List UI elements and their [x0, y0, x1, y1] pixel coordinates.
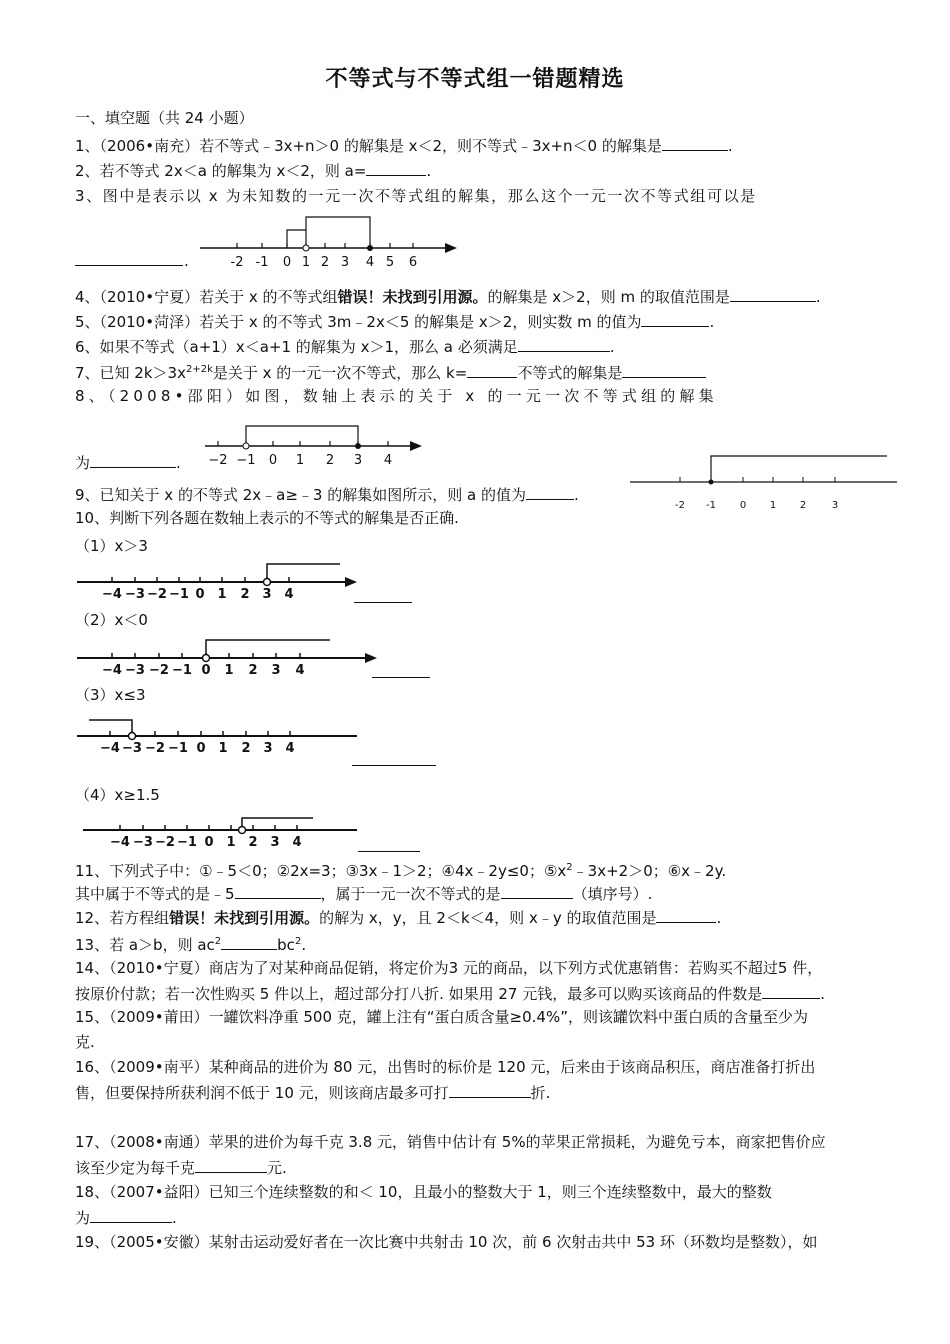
answer-blank-q10-2[interactable] — [372, 675, 430, 678]
answer-blank[interactable] — [366, 160, 426, 176]
svg-text:−2: −2 — [147, 587, 167, 602]
svg-text:-2: -2 — [675, 500, 685, 511]
question-15: 15、（2009•莆田）一罐饮料净重 500 克，罐上注有“蛋白质含量≥0.4%”，则该罐饮料中蛋白质的含量至少为 — [75, 1008, 808, 1026]
question-13: 13、若 a＞b，则 $ac^2$ $bc^2$. — [75, 936, 307, 954]
svg-text:2: 2 — [799, 500, 807, 511]
question-14: 14、（2010•宁夏）商店为了对某种商品促销，将定价为3 元的商品，以下列方式优惠销售：若购买不超过5 件， — [75, 959, 823, 977]
question-7: 7、已知 $2k>3x^{2+2k}$是关于 x 的一元一次不等式，那么 k= 不等式的解集是 — [75, 360, 706, 383]
svg-text:1: 1 — [226, 835, 236, 850]
svg-text:3: 3 — [263, 741, 273, 756]
svg-text:−1: −1 — [169, 587, 189, 602]
svg-text:−2: −2 — [145, 741, 165, 756]
number-line-q9 — [625, 448, 905, 516]
svg-text:0: 0 — [268, 453, 278, 468]
page-title: 不等式与不等式组一错题精选 — [325, 67, 625, 92]
question-2: 2、若不等式 2x＜a 的解集为 x＜2，则 a= . — [75, 162, 432, 180]
svg-text:2: 2 — [248, 663, 258, 678]
svg-text:0: 0 — [195, 587, 205, 602]
answer-blank[interactable] — [90, 1207, 172, 1223]
svg-text:−2: −2 — [208, 453, 228, 468]
answer-blank[interactable] — [501, 883, 573, 899]
question-14-cont: 按原价付款；若一次性购买 5 件以上，超过部分打八折. 如果用 27 元钱，最多可以购买该商品的件数是 . — [75, 985, 826, 1003]
section-heading: 一、填空题（共 24 小题） — [75, 109, 254, 127]
number-line-q10-1 — [75, 560, 365, 604]
question-6: 6、如果不等式（a+1）x＜a+1 的解集为 x＞1，那么 a 必须满足 . — [75, 338, 615, 356]
answer-blank[interactable] — [90, 452, 176, 468]
answer-blank[interactable] — [221, 934, 277, 950]
question-10-2: （2）x＜0 — [75, 611, 148, 629]
svg-text:4: 4 — [285, 741, 295, 756]
number-line-q8 — [200, 418, 430, 470]
svg-text:−2: −2 — [149, 663, 169, 678]
question-10-3: （3）x≤3 — [75, 686, 146, 704]
question-4: 4、（2010•宁夏）若关于 x 的不等式组错误！未找到引用源。的解集是 x＞2，则 m 的取值范围是 . — [75, 288, 821, 306]
svg-text:−3: −3 — [122, 741, 142, 756]
answer-blank[interactable] — [662, 135, 728, 151]
svg-text:-1: -1 — [706, 500, 716, 511]
question-11: 11、下列式子中：①﹣5＜0；②2x=3；③3x﹣1＞2；④4x﹣2y≤0；$⑤x^2﹣3x+2>0$；⑥x﹣2y. — [75, 862, 727, 880]
svg-text:−2: −2 — [155, 835, 175, 850]
svg-text:0: 0 — [201, 663, 211, 678]
answer-blank[interactable] — [449, 1082, 531, 1098]
answer-blank[interactable] — [467, 362, 517, 378]
question-5: 5、（2010•菏泽）若关于 x 的不等式 3m﹣2x＜5 的解集是 x＞2，则实数 m 的值为 . — [75, 313, 715, 331]
svg-text:-2: -2 — [230, 255, 244, 270]
question-19: 19、（2005•安徽）某射击运动爱好者在一次比赛中共射击 10 次，前 6 次射击共中 53 环（环数均是整数），如 — [75, 1233, 818, 1251]
answer-blank-q10-4[interactable] — [358, 849, 420, 852]
answer-blank[interactable] — [235, 883, 321, 899]
number-line-q10-3 — [75, 712, 365, 756]
svg-text:0: 0 — [196, 741, 206, 756]
question-10-4: （4）x≥1.5 — [75, 786, 160, 804]
question-8-answer: 为 . — [75, 454, 181, 472]
answer-blank-q3[interactable] — [75, 263, 183, 266]
svg-text:2: 2 — [248, 835, 258, 850]
svg-text:−4: −4 — [100, 741, 120, 756]
svg-text:2: 2 — [320, 255, 330, 270]
svg-text:−4: −4 — [102, 663, 122, 678]
svg-text:−3: −3 — [125, 587, 145, 602]
svg-text:−1: −1 — [236, 453, 256, 468]
answer-blank-q10-3[interactable] — [352, 763, 436, 766]
svg-text:2: 2 — [240, 587, 250, 602]
svg-text:2: 2 — [325, 453, 335, 468]
number-line-q10-4 — [75, 808, 365, 854]
question-17-cont: 该至少定为每千克 元. — [75, 1159, 287, 1177]
svg-text:0: 0 — [204, 835, 214, 850]
answer-blank[interactable] — [518, 336, 610, 352]
answer-blank[interactable] — [526, 484, 574, 500]
answer-blank[interactable] — [641, 311, 709, 327]
svg-text:1: 1 — [224, 663, 234, 678]
question-3: 3、图中是表示以 x 为未知数的一元一次不等式组的解集，那么这个一元一次不等式组可以是 — [75, 187, 757, 205]
svg-text:3: 3 — [340, 255, 350, 270]
svg-text:2: 2 — [241, 741, 251, 756]
question-18-cont: 为 . — [75, 1209, 177, 1227]
answer-blank[interactable] — [762, 983, 820, 999]
question-16: 16、（2009•南平）某种商品的进价为 80 元，出售时的标价是 120 元，后来由于该商品积压，商店准备打折出 — [75, 1058, 816, 1076]
svg-text:−3: −3 — [125, 663, 145, 678]
question-16-cont: 售，但要保持所获利润不低于 10 元，则该商店最多可打 折. — [75, 1084, 551, 1102]
svg-text:4: 4 — [295, 663, 305, 678]
answer-blank-q10-1[interactable] — [354, 600, 412, 603]
answer-blank[interactable] — [622, 362, 706, 378]
answer-blank[interactable] — [656, 907, 716, 923]
question-1: 1、（2006•南充）若不等式﹣3x+n＞0 的解集是 x＜2，则不等式﹣3x+n＜0 的解集是 . — [75, 137, 733, 155]
svg-text:0: 0 — [739, 500, 747, 511]
svg-text:5: 5 — [385, 255, 395, 270]
question-15-cont: 克. — [75, 1033, 95, 1051]
svg-text:1: 1 — [218, 741, 228, 756]
number-line-q10-2 — [75, 636, 385, 680]
svg-text:−1: −1 — [168, 741, 188, 756]
period: . — [184, 252, 189, 270]
question-18: 18、（2007•益阳）已知三个连续整数的和＜ 10，且最小的整数大于 1，则三个连续整数中，最大的整数 — [75, 1183, 772, 1201]
svg-text:−1: −1 — [172, 663, 192, 678]
question-17: 17、（2008•南通）苹果的进价为每千克 3.8 元，销售中估计有 5%的苹果正常损耗，为避免亏本，商家把售价应 — [75, 1133, 826, 1151]
svg-text:6: 6 — [408, 255, 418, 270]
question-9: 9、已知关于 x 的不等式 2x﹣a≥﹣3 的解集如图所示，则 a 的值为 . — [75, 486, 579, 504]
svg-text:3: 3 — [831, 500, 839, 511]
svg-text:1: 1 — [295, 453, 305, 468]
svg-text:4: 4 — [284, 587, 294, 602]
svg-text:−3: −3 — [133, 835, 153, 850]
question-11-answers: 其中属于不等式的是﹣5 ，属于一元一次不等式的是 （填序号）. — [75, 885, 653, 903]
svg-text:1: 1 — [217, 587, 227, 602]
question-12: 12、若方程组错误！未找到引用源。的解为 x，y，且 2＜k＜4，则 x﹣y 的取值范围是 . — [75, 909, 722, 927]
question-8: 8、（2008•邵阳）如图，数轴上表示的关于 x 的一元一次不等式组的解集 — [75, 387, 718, 405]
svg-text:4: 4 — [292, 835, 302, 850]
question-10: 10、判断下列各题在数轴上表示的不等式的解集是否正确. — [75, 509, 459, 527]
svg-text:3: 3 — [353, 453, 363, 468]
svg-text:−4: −4 — [110, 835, 130, 850]
svg-text:1: 1 — [301, 255, 311, 270]
svg-text:3: 3 — [270, 835, 280, 850]
number-line-q3 — [195, 212, 460, 272]
svg-text:3: 3 — [262, 587, 272, 602]
answer-blank[interactable] — [730, 286, 816, 302]
question-10-1: （1）x＞3 — [75, 537, 148, 555]
svg-text:4: 4 — [383, 453, 393, 468]
svg-text:4: 4 — [365, 255, 375, 270]
svg-text:0: 0 — [282, 255, 292, 270]
svg-text:−1: −1 — [177, 835, 197, 850]
svg-text:3: 3 — [271, 663, 281, 678]
answer-blank[interactable] — [195, 1157, 267, 1173]
svg-text:-1: -1 — [255, 255, 269, 270]
svg-text:−4: −4 — [102, 587, 122, 602]
svg-text:1: 1 — [769, 500, 777, 511]
